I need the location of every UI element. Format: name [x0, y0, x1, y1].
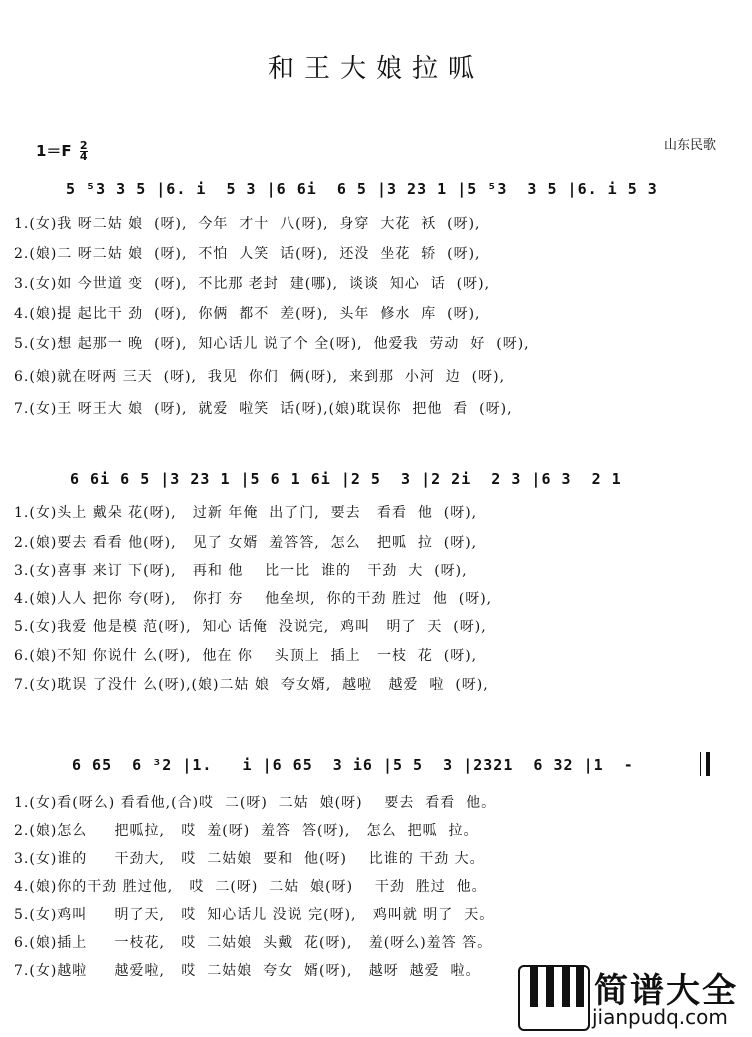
lyric-line: 6.(娘)不知 你说什 么(呀), 他在 你 头顶上 插上 一枝 花 (呀),	[14, 648, 478, 664]
final-barline-thin	[700, 752, 701, 776]
lyric-line: 1.(女)我 呀二姑 娘 (呀), 今年 才十 八(呀), 身穿 大花 袄 (呀),	[14, 216, 481, 232]
lyric-line: 4.(娘)提 起比干 劲 (呀), 你俩 都不 差(呀), 头年 修水 库 (呀),	[14, 306, 481, 322]
key-label: 1＝F	[36, 142, 72, 160]
lyric-line: 4.(娘)人人 把你 夸(呀), 你打 夯 他垒坝, 你的干劲 胜过 他 (呀),	[14, 591, 493, 607]
lyric-line: 7.(女)越啦 越爱啦, 哎 二姑娘 夸女 婿(呀), 越呀 越爱 啦。	[14, 963, 481, 979]
time-signature	[80, 141, 88, 162]
lyric-line: 1.(女)头上 戴朵 花(呀), 过新 年俺 出了门, 要去 看看 他 (呀),	[14, 505, 478, 521]
piano-logo-icon	[518, 965, 590, 1031]
site-watermark	[518, 963, 746, 1031]
song-title: 和王大娘拉呱	[267, 54, 484, 84]
lyric-line: 7.(女)王 呀王大 娘 (呀), 就爱 啦笑 话(呀),(娘)耽误你 把他 看 (呀),	[14, 401, 513, 417]
lyric-line: 3.(女)谁的 干劲大, 哎 二姑娘 要和 他(呀) 比谁的 干劲 大。	[14, 851, 485, 867]
lyric-line: 1.(女)看(呀么) 看看他,(合)哎 二(呀) 二姑 娘(呀) 要去 看看 他。	[14, 795, 497, 811]
notation-line-2: 6 6i 6 5 |3 23 1 |5 6 1 6i |2 5 3 |2 2i 2 3 |6 3 2 1	[70, 470, 622, 488]
lyric-line: 3.(女)如 今世道 变 (呀), 不比那 老封 建(哪), 谈谈 知心 话 (呀),	[14, 276, 491, 292]
watermark-url: jianpudq.com	[592, 1005, 728, 1029]
lyric-line: 6.(娘)插上 一枝花, 哎 二姑娘 头戴 花(呀), 羞(呀么)羞答 答。	[14, 935, 493, 951]
song-source: 山东民歌	[663, 138, 716, 153]
lyric-line: 7.(女)耽误 了没什 么(呀),(娘)二姑 娘 夸女婿, 越啦 越爱 啦 (呀),	[14, 677, 489, 693]
watermark-name: 简谱大全	[594, 971, 738, 1011]
meter-bottom: 4	[79, 150, 88, 163]
lyric-line: 4.(娘)你的干劲 胜过他, 哎 二(呀) 二姑 娘(呀) 干劲 胜过 他。	[14, 879, 487, 895]
lyric-line: 2.(娘)怎么 把呱拉, 哎 羞(呀) 羞答 答(呀), 怎么 把呱 拉。	[14, 823, 479, 839]
lyric-line: 2.(娘)二 呀二姑 娘 (呀), 不怕 人笑 话(呀), 还没 坐花 轿 (呀),	[14, 246, 481, 262]
lyric-line: 5.(女)鸡叫 明了天, 哎 知心话儿 没说 完(呀), 鸡叫就 明了 天。	[14, 907, 495, 923]
notation-line-1: 5 ⁵3 3 5 |6. i 5 3 |6 6i 6 5 |3 23 1 |5 ⁵3 3 5 |6. i 5 3	[66, 180, 658, 198]
lyric-line: 5.(女)想 起那一 晚 (呀), 知心话儿 说了个 全(呀), 他爱我 劳动 好 (呀),	[14, 336, 530, 352]
lyric-line: 5.(女)我爱 他是模 范(呀), 知心 话俺 没说完, 鸡叫 明了 天 (呀),	[14, 619, 487, 635]
key-signature	[36, 140, 88, 162]
lyric-line: 6.(娘)就在呀两 三天 (呀), 我见 你们 俩(呀), 来到那 小河 边 (呀),	[14, 369, 506, 385]
final-barline-thick	[706, 752, 710, 776]
lyric-line: 2.(娘)要去 看看 他(呀), 见了 女婿 羞答答, 怎么 把呱 拉 (呀),	[14, 535, 478, 551]
lyric-line: 3.(女)喜事 来订 下(呀), 再和 他 比一比 谁的 干劲 大 (呀),	[14, 563, 468, 579]
meter-top: 2	[79, 139, 88, 152]
notation-line-3: 6 65 6 ³2 |1. i |6 65 3 i6 |5 5 3 |2321 6 32 |1 -	[72, 756, 634, 774]
